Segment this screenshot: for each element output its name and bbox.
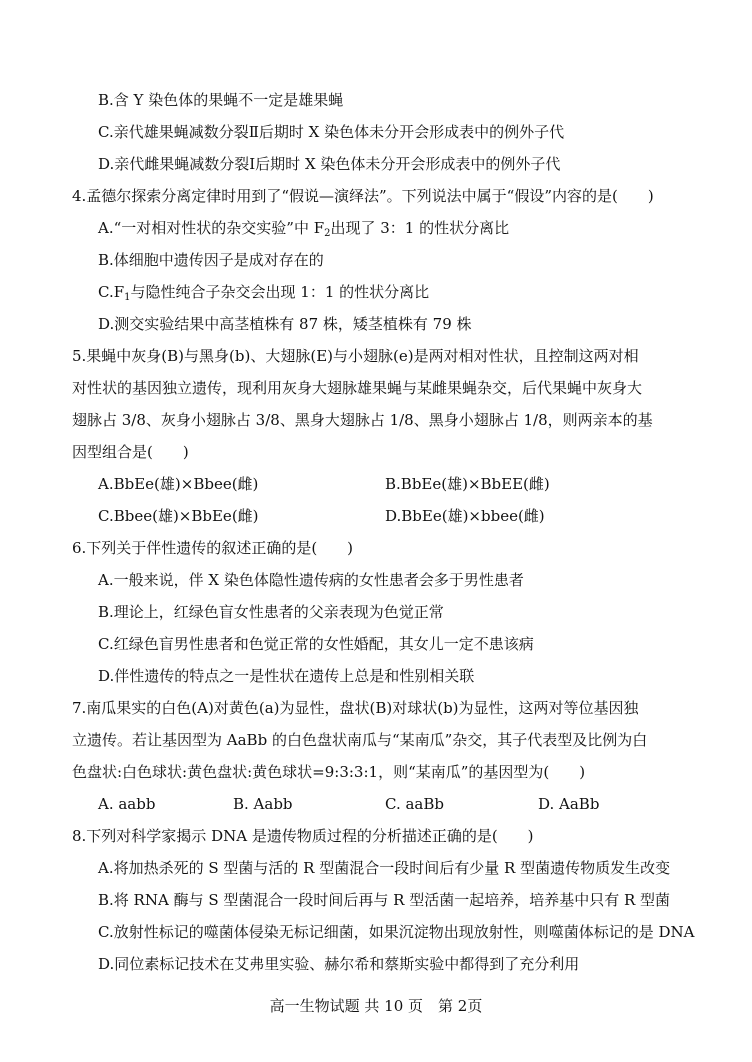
q4-option-a-subscript: 2 [324, 228, 331, 239]
q5-stem-line-1: 5.果蝇中灰身(B)与黑身(b)、大翅脉(E)与小翅脉(e)是两对相对性状，且控制这两对相 [72, 347, 639, 365]
q6-stem: 6.下列关于伴性遗传的叙述正确的是( ) [72, 539, 354, 557]
q6-option-a: A.一般来说，伴 X 染色体隐性遗传病的女性患者会多于男性患者 [98, 571, 524, 589]
q6-option-d: D.伴性遗传的特点之一是性状在遗传上总是和性别相关联 [98, 667, 475, 685]
q4-option-b: B.体细胞中遗传因子是成对存在的 [98, 251, 324, 269]
q8-option-b: B.将 RNA 酶与 S 型菌混合一段时间后再与 R 型活菌一起培养，培养基中只有 R 型菌 [98, 891, 671, 909]
q4-stem: 4.孟德尔探索分离定律时用到了“假说—演绎法”。下列说法中属于“假设”内容的是( ) [72, 187, 654, 205]
q4-option-c-text-rest: 与隐性纯合子杂交会出现 1：1 的性状分离比 [130, 283, 430, 301]
q3-option-b: B.含 Y 染色体的果蝇不一定是雄果蝇 [98, 91, 344, 109]
q8-stem: 8.下列对科学家揭示 DNA 是遗传物质过程的分析描述正确的是( ) [72, 827, 534, 845]
q5-stem-line-2: 对性状的基因独立遗传，现利用灰身大翅脉雄果蝇与某雌果蝇杂交，后代果蝇中灰身大 [72, 379, 643, 397]
q6-option-c: C.红绿色盲男性患者和色觉正常的女性婚配，其女儿一定不患该病 [98, 635, 534, 653]
q4-option-c [98, 282, 429, 302]
q5-option-c: C.Bbee(雄)×BbEe(雌) [98, 507, 259, 525]
q7-stem-line-1: 7.南瓜果实的白色(A)对黄色(a)为显性，盘状(B)对球状(b)为显性，这两对等位基因独 [72, 699, 639, 717]
q4-option-a-text: A.“一对相对性状的杂交实验”中 F [98, 219, 325, 237]
q4-option-a-text-rest: 出现了 3：1 的性状分离比 [330, 219, 510, 237]
q4-option-a [98, 218, 509, 238]
q5-option-b: B.BbEe(雄)×BbEE(雌) [385, 475, 550, 493]
q4-option-d: D.测交实验结果中高茎植株有 87 株，矮茎植株有 79 株 [98, 315, 472, 333]
q3-option-c: C.亲代雄果蝇减数分裂Ⅱ后期时 X 染色体未分开会形成表中的例外子代 [98, 123, 565, 141]
q5-stem-line-3: 翅脉占 3/8、灰身小翅脉占 3/8、黑身大翅脉占 1/8、黑身小翅脉占 1/8，则两亲本的基 [72, 411, 653, 429]
q8-option-d: D.同位素标记技术在艾弗里实验、赫尔希和蔡斯实验中都得到了充分利用 [98, 955, 580, 973]
q8-option-c: C.放射性标记的噬菌体侵染无标记细菌，如果沉淀物出现放射性，则噬菌体标记的是 DNA [98, 923, 695, 941]
page-footer: 高一生物试题 共 10 页 第 2页 [269, 997, 483, 1015]
q8-option-a: A.将加热杀死的 S 型菌与活的 R 型菌混合一段时间后有少量 R 型菌遗传物质发生改变 [98, 859, 671, 877]
q4-option-c-subscript: 1 [124, 292, 131, 303]
q5-stem-line-4: 因型组合是( ) [72, 443, 189, 461]
q4-option-c-text: C.F [98, 283, 125, 301]
q6-option-b: B.理论上，红绿色盲女性患者的父亲表现为色觉正常 [98, 603, 444, 621]
q7-option-c: C. aaBb [385, 795, 444, 813]
q5-option-a: A.BbEe(雄)×Bbee(雌) [98, 475, 259, 493]
q7-stem-line-2: 立遗传。若让基因型为 AaBb 的白色盘状南瓜与“某南瓜”杂交，其子代表型及比例为白 [72, 731, 648, 749]
q5-option-d: D.BbEe(雄)×bbee(雌) [385, 507, 545, 525]
q7-option-a: A. aabb [98, 795, 156, 813]
q3-option-d: D.亲代雌果蝇减数分裂Ⅰ后期时 X 染色体未分开会形成表中的例外子代 [98, 155, 561, 173]
q7-stem-line-3: 色盘状:白色球状:黄色盘状:黄色球状=9:3:3:1，则“某南瓜”的基因型为( ) [72, 763, 586, 781]
q7-option-b: B. Aabb [233, 795, 293, 813]
q7-option-d: D. AaBb [538, 795, 600, 813]
